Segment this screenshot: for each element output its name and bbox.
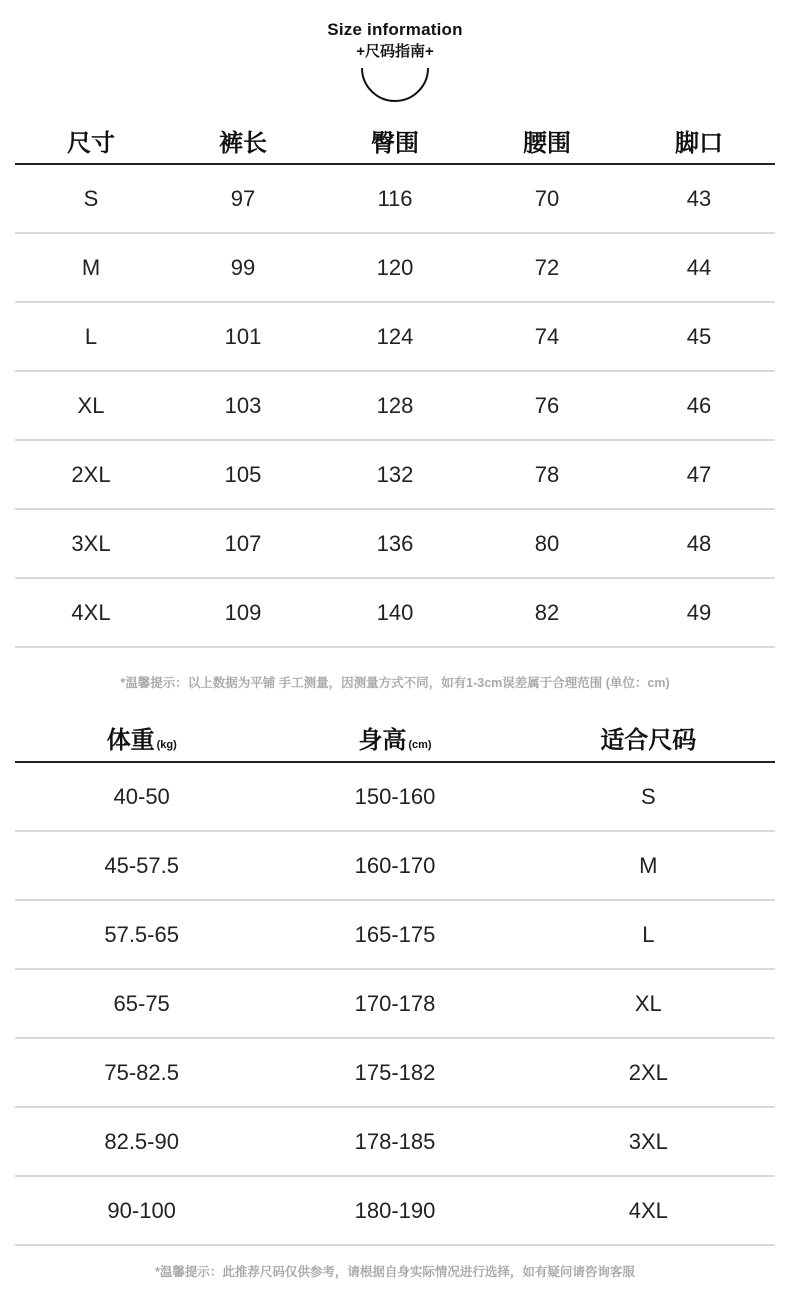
table-cell: 178-185 — [354, 1128, 436, 1154]
table-cell: 103 — [224, 392, 262, 418]
header-fit-size: 适合尺码 — [600, 726, 697, 754]
header-hip: 臀围 — [371, 130, 419, 157]
table-cell: 136 — [376, 530, 414, 556]
table-cell: 72 — [534, 254, 560, 280]
table-row — [15, 901, 775, 970]
table-cell: 4XL — [71, 599, 111, 625]
header-length: 裤长 — [219, 130, 267, 157]
table-cell: 160-170 — [354, 852, 436, 878]
table-cell: L — [84, 323, 98, 349]
table-cell: 45 — [686, 323, 712, 349]
table-cell: 76 — [534, 392, 560, 418]
table-cell: 109 — [224, 599, 262, 625]
table-cell: 132 — [376, 461, 414, 487]
table-cell: 46 — [686, 392, 712, 418]
table-cell: 107 — [224, 530, 262, 556]
table-cell: 40-50 — [113, 783, 170, 809]
fit-table-header — [15, 713, 775, 763]
table-row — [15, 970, 775, 1039]
title-english: Size information — [327, 20, 463, 39]
table-cell: 80 — [534, 530, 560, 556]
table-cell: 97 — [230, 185, 256, 211]
table-cell: 175-182 — [354, 1059, 436, 1085]
table-cell: 45-57.5 — [104, 852, 179, 878]
table-cell: 2XL — [71, 461, 111, 487]
table-cell: 99 — [230, 254, 256, 280]
header-waist: 腰围 — [523, 130, 571, 157]
table-cell: 128 — [376, 392, 414, 418]
table-cell: 124 — [376, 323, 414, 349]
table-cell: 49 — [686, 599, 712, 625]
table-cell: M — [81, 254, 101, 280]
table-cell: 140 — [376, 599, 414, 625]
table-cell: 3XL — [71, 530, 111, 556]
table-cell: 3XL — [628, 1128, 668, 1154]
table-cell: XL — [77, 392, 105, 418]
table-cell: 74 — [534, 323, 560, 349]
table-cell: 2XL — [628, 1059, 668, 1085]
table-row — [15, 1039, 775, 1108]
table-row — [15, 832, 775, 901]
table-row — [15, 234, 775, 303]
table-row — [15, 1177, 775, 1246]
table-cell: M — [639, 852, 658, 878]
table-cell: 105 — [224, 461, 262, 487]
table-row — [15, 372, 775, 441]
size-table — [15, 118, 775, 648]
table-cell: 70 — [534, 185, 560, 211]
table-cell: 116 — [377, 185, 413, 211]
table-row — [15, 579, 775, 648]
table-cell: 43 — [686, 185, 712, 211]
table-cell: 47 — [686, 461, 712, 487]
table-cell: 165-175 — [354, 921, 436, 947]
table-cell: XL — [634, 990, 662, 1016]
table-cell: 82.5-90 — [104, 1128, 179, 1154]
table-cell: 82 — [534, 599, 560, 625]
table-cell: 57.5-65 — [104, 921, 179, 947]
table-row — [15, 763, 775, 832]
table-row — [15, 303, 775, 372]
table-cell: S — [83, 185, 99, 211]
table-cell: 75-82.5 — [104, 1059, 179, 1085]
table-cell: 120 — [376, 254, 414, 280]
table-cell: 48 — [686, 530, 712, 556]
size-info-header — [0, 18, 790, 102]
size-table-header — [15, 118, 775, 165]
header-height: 身高 (cm) — [358, 726, 432, 754]
table-cell: 101 — [224, 323, 262, 349]
table-row — [15, 165, 775, 234]
table-cell: 65-75 — [113, 990, 170, 1016]
table-cell: 4XL — [628, 1197, 668, 1223]
recommendation-note: *温馨提示：此推荐尺码仅供参考，请根据自身实际情况进行选择，如有疑问请咨询客服 — [155, 1265, 635, 1279]
table-cell: 180-190 — [354, 1197, 436, 1223]
header-size: 尺寸 — [67, 130, 115, 157]
table-cell: S — [640, 783, 656, 809]
table-row — [15, 510, 775, 579]
fit-table — [15, 713, 775, 1246]
table-row — [15, 1108, 775, 1177]
header-hem: 脚口 — [675, 130, 723, 157]
arc-decoration-icon — [359, 66, 431, 102]
table-cell: 44 — [686, 254, 712, 280]
table-cell: 150-160 — [354, 783, 436, 809]
measurement-note: *温馨提示：以上数据为平铺 手工测量，因测量方式不同，如有1-3cm误差属于合理范围 (单位：cm) — [120, 676, 670, 690]
table-cell: 170-178 — [354, 990, 436, 1016]
table-cell: 90-100 — [107, 1197, 176, 1223]
table-cell: L — [642, 921, 655, 947]
table-row — [15, 441, 775, 510]
header-weight: 体重 (kg) — [106, 726, 177, 754]
table-cell: 78 — [534, 461, 560, 487]
title-chinese: +尺码指南+ — [356, 43, 434, 60]
